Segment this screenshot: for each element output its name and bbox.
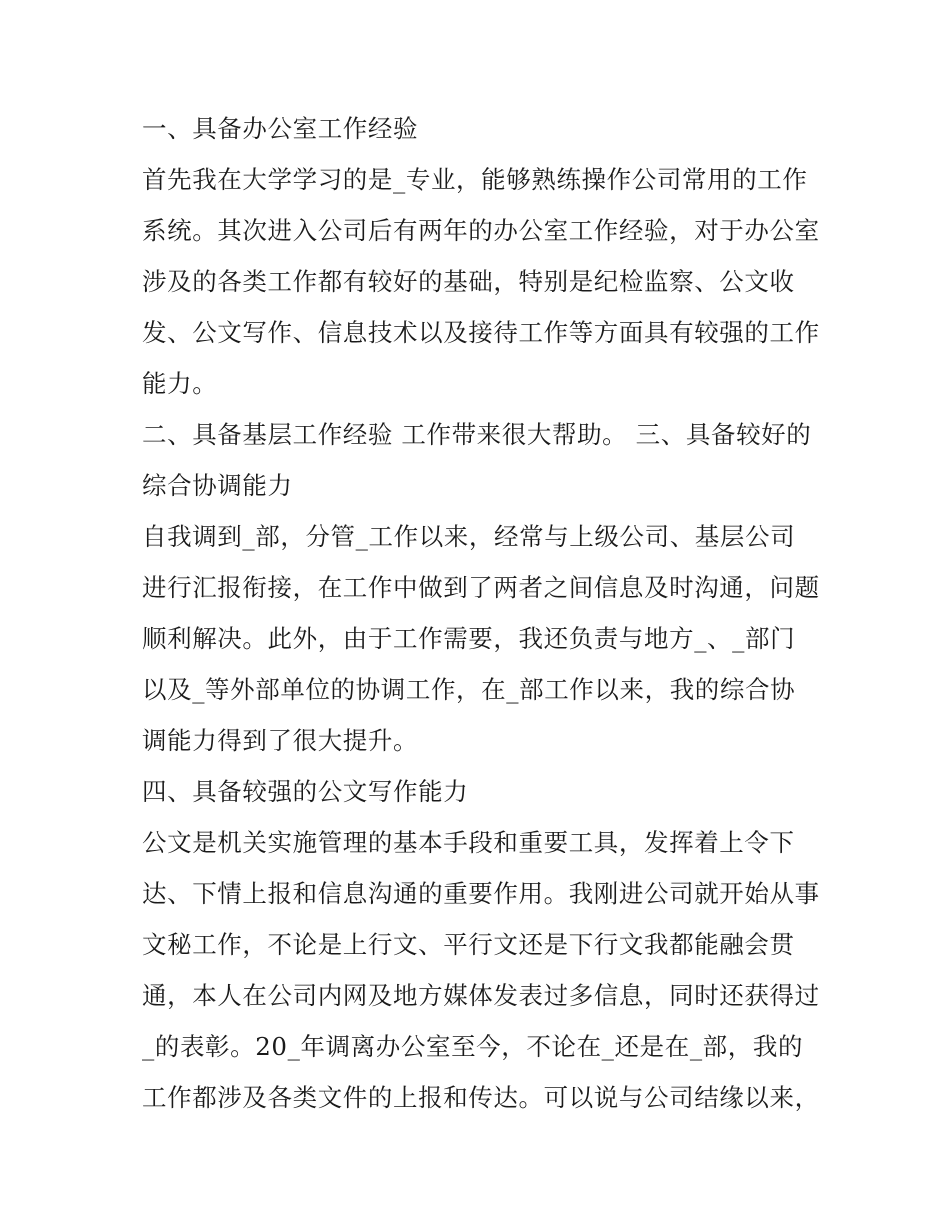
paragraph-line: _的表彰。20_年调离办公室至今，不论在_还是在_部，我的 — [142, 1032, 804, 1061]
paragraph-line: 涉及的各类工作都有较好的基础，特别是纪检监察、公文收 — [142, 267, 795, 296]
paragraph-line: 达、下情上报和信息沟通的重要作用。我刚进公司就开始从事 — [142, 879, 820, 908]
paragraph-line: 调能力得到了很大提升。 — [142, 726, 419, 755]
document-body — [142, 103, 822, 1123]
section-heading-2: 二、具备基层工作经验 工作带来很大帮助。 三、具备较好的 — [142, 420, 812, 449]
section-heading-4: 四、具备较强的公文写作能力 — [142, 777, 469, 806]
paragraph-line: 发、公文写作、信息技术以及接待工作等方面具有较强的工作 — [142, 318, 820, 347]
section-heading-1: 一、具备办公室工作经验 — [142, 114, 419, 143]
paragraph-line: 自我调到_部，分管_工作以来，经常与上级公司、基层公司 — [142, 522, 796, 551]
paragraph-line: 通，本人在公司内网及地方媒体发表过多信息，同时还获得过 — [142, 981, 820, 1010]
paragraph-line: 工作都涉及各类文件的上报和传达。可以说与公司结缘以来， — [142, 1083, 820, 1112]
paragraph-line: 能力。 — [142, 369, 218, 398]
paragraph-line: 系统。其次进入公司后有两年的办公室工作经验，对于办公室 — [142, 216, 820, 245]
paragraph-line: 公文是机关实施管理的基本手段和重要工具，发挥着上令下 — [142, 828, 795, 857]
paragraph-line: 进行汇报衔接，在工作中做到了两者之间信息及时沟通，问题 — [142, 573, 820, 602]
paragraph-line: 以及_等外部单位的协调工作，在_部工作以来，我的综合协 — [142, 675, 796, 704]
section-heading-3: 综合协调能力 — [142, 471, 293, 500]
paragraph-line: 文秘工作，不论是上行文、平行文还是下行文我都能融会贯 — [142, 930, 795, 959]
paragraph-line: 首先我在大学学习的是_专业，能够熟练操作公司常用的工作 — [142, 165, 808, 194]
paragraph-line: 顺利解决。此外，由于工作需要，我还负责与地方_、_部门 — [142, 624, 796, 653]
